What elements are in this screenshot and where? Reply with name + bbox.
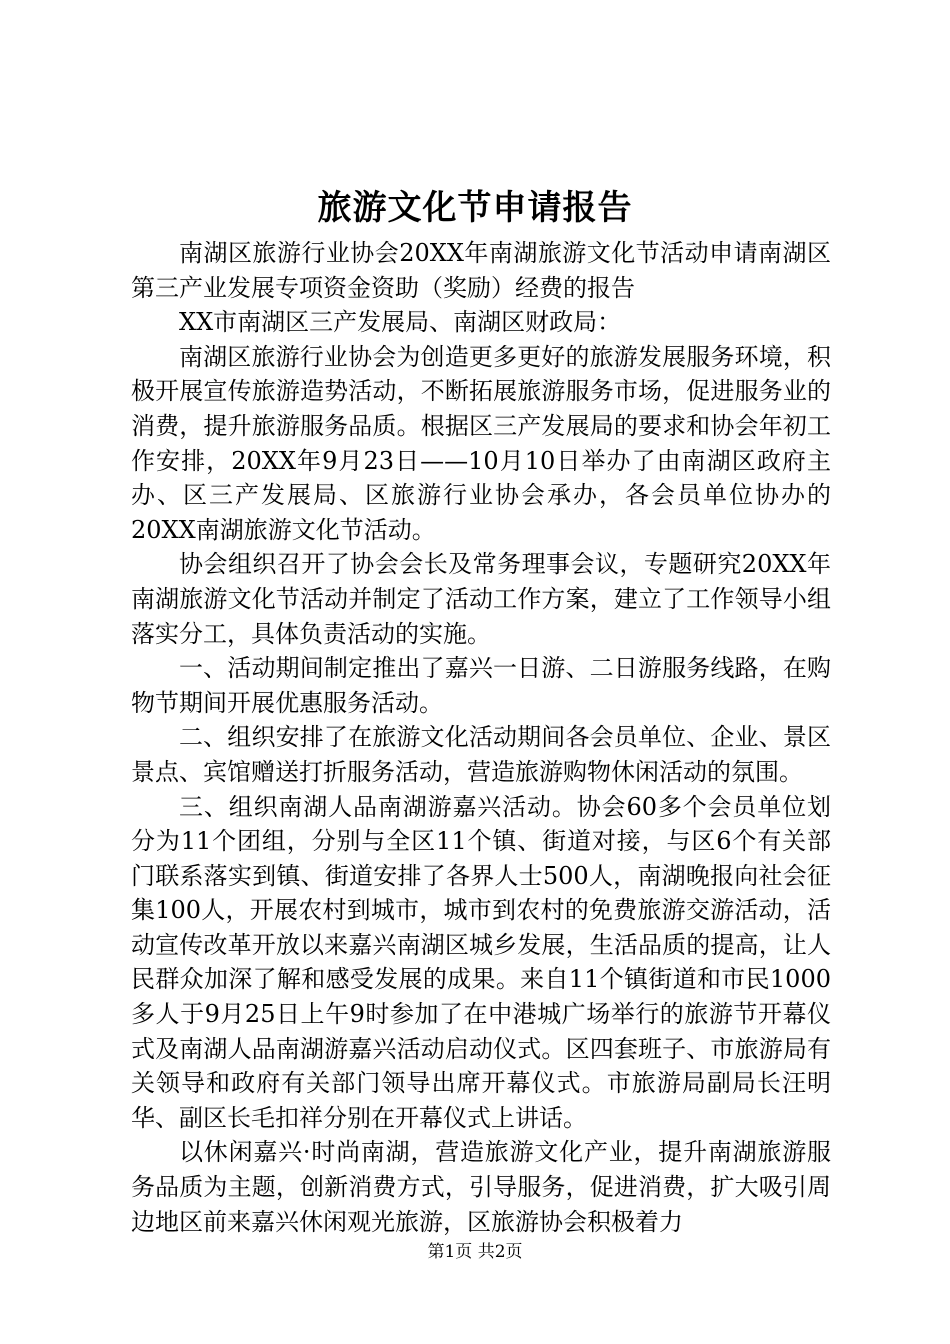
paragraph-item-three: 三、组织南湖人品南湖游嘉兴活动。协会60多个会员单位划分为11个团组，分别与全区11个镇、街道对接，与区6个有关部门联系落实到镇、街道安排了各界人士500人，南湖晚报向社会征集100人，开展农村到城市，城市到农村的免费旅游交游活动，活动宣传改革开放以来嘉兴南湖区城乡发展，生活品质的提高，让人民群众加深了解和感受发展的成果。来自11个镇街道和市民1000多人于9月25日上午9时参加了在中港城广场举行的旅游节开幕仪式及南湖人品南湖游嘉兴活动启动仪式。区四套班子、市旅游局有关领导和政府有关部门领导出席开幕仪式。市旅游局副局长汪明华、副区长毛扣祥分别在开幕仪式上讲话。 (131, 792, 831, 1132)
paragraph-addressee: XX市南湖区三产发展局、南湖区财政局： (179, 308, 622, 337)
paragraph-intro: 南湖区旅游行业协会20XX年南湖旅游文化节活动申请南湖区第三产业发展专项资金资助（奖励）经费的报告 (131, 239, 831, 302)
paragraph-item-one: 一、活动期间制定推出了嘉兴一日游、二日游服务线路，在购物节期间开展优惠服务活动。 (131, 654, 831, 717)
paragraph-item-two: 二、组织安排了在旅游文化活动期间各会员单位、企业、景区景点、宾馆赠送打折服务活动，营造旅游购物休闲活动的氛围。 (131, 723, 831, 786)
page-number: 第1页 共2页 (427, 1242, 523, 1262)
paragraph-background: 南湖区旅游行业协会为创造更多更好的旅游发展服务环境，积极开展宣传旅游造势活动，不断拓展旅游服务市场，促进服务业的消费，提升旅游服务品质。根据区三产发展局的要求和协会年初工作安排，20XX年9月23日——10月10日举办了由南湖区政府主办、区三产发展局、区旅游行业协会承办，各会员单位协办的20XX南湖旅游文化节活动。 (131, 342, 831, 544)
paragraph-theme: 以休闲嘉兴·时尚南湖，营造旅游文化产业，提升南湖旅游服务品质为主题，创新消费方式，引导服务，促进消费，扩大吸引周边地区前来嘉兴休闲观光旅游，区旅游协会积极着力 (131, 1138, 831, 1236)
paragraph-meeting: 协会组织召开了协会会长及常务理事会议，专题研究20XX年南湖旅游文化节活动并制定了活动工作方案，建立了工作领导小组落实分工，具体负责活动的实施。 (131, 550, 831, 648)
document-body (131, 236, 831, 1239)
document-title: 旅游文化节申请报告 (317, 188, 633, 228)
